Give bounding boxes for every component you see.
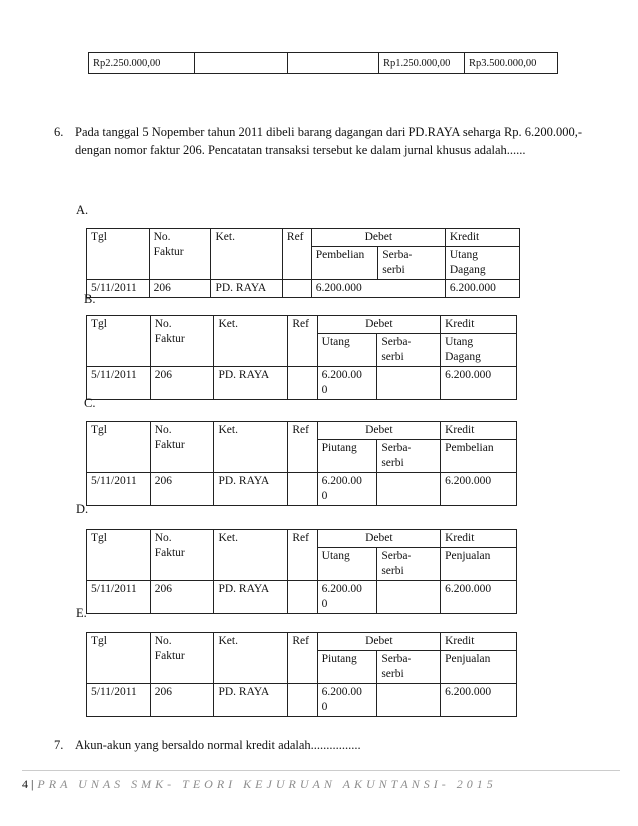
option-d-journal-table — [86, 529, 517, 614]
header-ket: Ket. — [215, 231, 235, 243]
option-a-letter: A. — [76, 203, 89, 217]
header-faktur: Faktur — [154, 439, 185, 451]
row-tgl: 5/11/2011 — [91, 583, 137, 595]
table-row — [87, 316, 517, 334]
kredit-account-cont: Dagang — [445, 351, 481, 363]
amount-cell: Rp1.250.000,00 — [379, 53, 465, 74]
row-tgl: 5/11/2011 — [91, 282, 137, 294]
table-row — [89, 53, 558, 74]
question-6-line2: dengan nomor faktur 206. Pencatatan transaksi tersebut ke dalam jurnal khusus adalah...... — [75, 143, 526, 157]
header-ket: Ket. — [218, 532, 238, 544]
question-7-number: 7. — [54, 738, 64, 752]
debet-account-1: Pembelian — [315, 249, 365, 261]
table-row — [87, 422, 517, 440]
header-faktur: Faktur — [154, 333, 185, 345]
amount-cell — [195, 53, 288, 74]
page-number: 4 | — [22, 777, 34, 791]
row-no: 206 — [154, 369, 172, 381]
header-no: No. — [154, 532, 172, 544]
row-ket: PD. RAYA — [218, 583, 270, 595]
table-row — [87, 280, 520, 298]
amount-cell: Rp3.500.000,00 — [465, 53, 558, 74]
debet-value-cont: 0 — [321, 701, 328, 713]
debet-value: 6.200.000 — [315, 282, 362, 294]
header-debet: Debet — [365, 532, 393, 544]
table-row — [87, 633, 517, 651]
row-ket: PD. RAYA — [218, 686, 270, 698]
debet-account-2: Serba- — [381, 336, 412, 348]
kredit-account: Utang — [449, 249, 478, 261]
header-no: No. — [154, 424, 172, 436]
header-ref: Ref — [286, 231, 304, 243]
row-tgl: 5/11/2011 — [91, 686, 137, 698]
question-7-text: Akun-akun yang bersaldo normal kredit adalah................ — [75, 738, 361, 752]
kredit-value: 6.200.000 — [445, 583, 492, 595]
debet-value: 6.200.00 — [321, 686, 362, 698]
header-tgl: Tgl — [91, 318, 107, 330]
row-no: 206 — [154, 686, 172, 698]
debet-value-cont: 0 — [321, 598, 328, 610]
header-kredit: Kredit — [445, 635, 475, 647]
header-tgl: Tgl — [91, 231, 107, 243]
header-faktur: Faktur — [154, 650, 185, 662]
header-kredit: Kredit — [445, 424, 475, 436]
option-d-letter: D. — [76, 502, 89, 516]
kredit-account: Utang — [445, 336, 474, 348]
kredit-value: 6.200.000 — [445, 475, 492, 487]
row-ket: PD. RAYA — [218, 475, 270, 487]
header-kredit: Kredit — [445, 318, 475, 330]
option-b-letter: B. — [84, 292, 96, 306]
header-debet: Debet — [365, 424, 393, 436]
row-ket: PD. RAYA — [215, 282, 267, 294]
kredit-value: 6.200.000 — [445, 369, 492, 381]
debet-account-2-cont: serbi — [382, 264, 405, 276]
header-tgl: Tgl — [91, 635, 107, 647]
header-no: No. — [154, 318, 172, 330]
debet-account-2: Serba- — [382, 249, 413, 261]
table-row — [87, 530, 517, 548]
kredit-account: Penjualan — [445, 653, 491, 665]
option-c-letter: C. — [84, 396, 96, 410]
debet-value: 6.200.00 — [321, 583, 362, 595]
row-no: 206 — [154, 583, 172, 595]
option-e-letter: E. — [76, 606, 87, 620]
table-row — [87, 473, 517, 506]
question-6-line1: Pada tanggal 5 Nopember tahun 2011 dibeli barang dagangan dari PD.RAYA seharga Rp. 6.200.000,- — [75, 125, 583, 139]
header-tgl: Tgl — [91, 424, 107, 436]
header-tgl: Tgl — [91, 532, 107, 544]
debet-account-1: Piutang — [321, 442, 357, 454]
kredit-value: 6.200.000 — [449, 282, 496, 294]
table-row — [87, 684, 517, 717]
debet-account-2-cont: serbi — [381, 565, 404, 577]
header-ref: Ref — [292, 635, 309, 647]
amount-cell: Rp2.250.000,00 — [89, 53, 195, 74]
header-ref: Ref — [292, 424, 309, 436]
debet-value: 6.200.00 — [321, 369, 362, 381]
header-ref: Ref — [292, 532, 309, 544]
header-kredit: Kredit — [449, 231, 480, 243]
row-no: 206 — [154, 475, 172, 487]
debet-account-2: Serba- — [381, 442, 412, 454]
header-ket: Ket. — [218, 635, 238, 647]
option-a-journal-table — [86, 228, 520, 298]
header-ket: Ket. — [218, 424, 238, 436]
debet-account-2-cont: serbi — [381, 457, 404, 469]
debet-account-2: Serba- — [381, 653, 412, 665]
header-debet: Debet — [364, 231, 393, 243]
kredit-value: 6.200.000 — [445, 686, 492, 698]
question-6-number: 6. — [54, 125, 64, 139]
header-debet: Debet — [365, 635, 393, 647]
header-faktur: Faktur — [153, 246, 184, 258]
kredit-account: Penjualan — [445, 550, 491, 562]
row-tgl: 5/11/2011 — [91, 475, 137, 487]
debet-value: 6.200.00 — [321, 475, 362, 487]
row-ket: PD. RAYA — [218, 369, 270, 381]
debet-account-2-cont: serbi — [381, 351, 404, 363]
amount-cell — [288, 53, 379, 74]
debet-account-1: Utang — [321, 336, 350, 348]
row-tgl: 5/11/2011 — [91, 369, 137, 381]
page-footer — [22, 770, 620, 793]
table-row — [87, 229, 520, 247]
table-row — [87, 367, 517, 400]
header-ket: Ket. — [218, 318, 238, 330]
debet-account-1: Piutang — [321, 653, 357, 665]
table-row — [87, 581, 517, 614]
option-c-journal-table — [86, 421, 517, 506]
footer-text: PRA UNAS SMK- TEORI KEJURUAN AKUNTANSI- 2015 — [37, 777, 497, 791]
option-e-journal-table — [86, 632, 517, 717]
kredit-account-cont: Dagang — [449, 264, 486, 276]
header-no: No. — [154, 635, 172, 647]
option-b-journal-table — [86, 315, 517, 400]
top-amount-table — [88, 52, 558, 74]
row-no: 206 — [153, 282, 171, 294]
debet-account-1: Utang — [321, 550, 350, 562]
debet-account-2-cont: serbi — [381, 668, 404, 680]
header-ref: Ref — [292, 318, 309, 330]
header-debet: Debet — [365, 318, 393, 330]
header-kredit: Kredit — [445, 532, 475, 544]
kredit-account: Pembelian — [445, 442, 494, 454]
debet-account-2: Serba- — [381, 550, 412, 562]
debet-value-cont: 0 — [321, 384, 328, 396]
header-faktur: Faktur — [154, 547, 185, 559]
header-no: No. — [153, 231, 171, 243]
debet-value-cont: 0 — [321, 490, 328, 502]
